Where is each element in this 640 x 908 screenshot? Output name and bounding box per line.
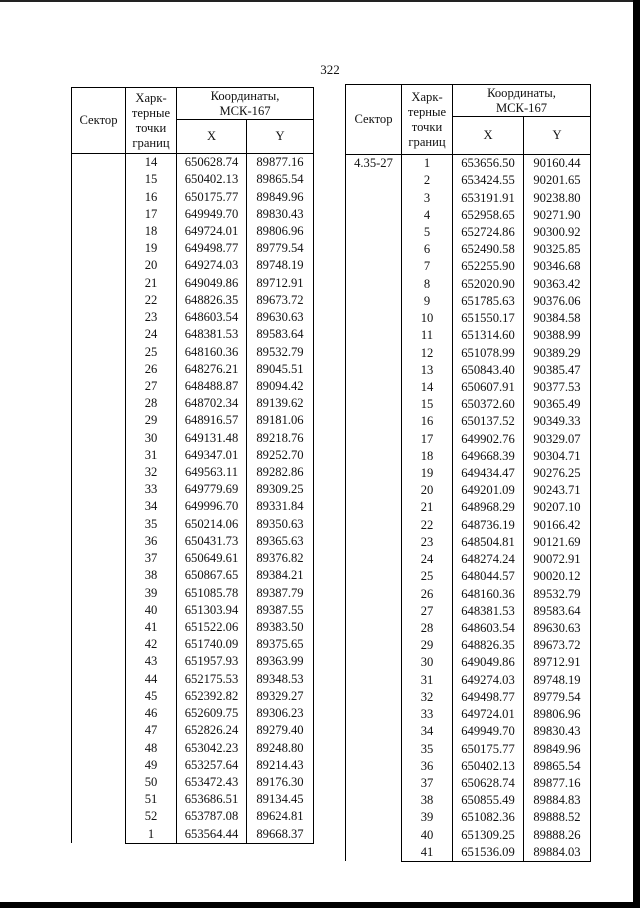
y-cell: 90377.53 (524, 379, 591, 396)
y-cell: 89630.63 (524, 620, 591, 637)
x-cell: 650867.65 (177, 567, 247, 584)
y-cell: 90243.71 (524, 482, 591, 499)
point-cell: 31 (126, 447, 177, 464)
x-cell: 648702.34 (177, 395, 247, 412)
point-cell: 18 (402, 448, 453, 465)
x-cell: 649131.48 (177, 430, 247, 447)
point-cell: 39 (402, 809, 453, 826)
x-cell: 652724.86 (453, 224, 524, 241)
x-cell: 649949.70 (453, 723, 524, 740)
point-cell: 19 (402, 465, 453, 482)
x-cell: 649274.03 (177, 257, 247, 274)
point-cell: 10 (402, 310, 453, 327)
point-cell: 37 (402, 775, 453, 792)
x-cell: 648603.54 (453, 620, 524, 637)
point-cell: 47 (126, 722, 177, 739)
y-cell: 89583.64 (247, 326, 314, 343)
y-cell: 89830.43 (247, 206, 314, 223)
y-cell: 89218.76 (247, 430, 314, 447)
y-cell: 89865.54 (247, 171, 314, 188)
x-cell: 648968.29 (453, 499, 524, 516)
y-header: Y (247, 120, 314, 154)
x-cell: 651085.78 (177, 584, 247, 601)
y-cell: 89849.96 (524, 740, 591, 757)
point-cell: 33 (402, 706, 453, 723)
y-cell: 89583.64 (524, 603, 591, 620)
y-cell: 89181.06 (247, 412, 314, 429)
x-cell: 649434.47 (453, 465, 524, 482)
y-header: Y (524, 117, 591, 155)
x-cell: 652609.75 (177, 705, 247, 722)
coordinates-header: Координаты, МСК-167 (177, 88, 314, 120)
y-cell: 90304.71 (524, 448, 591, 465)
x-cell: 653191.91 (453, 189, 524, 206)
y-cell: 89888.26 (524, 827, 591, 844)
y-cell: 89365.63 (247, 533, 314, 550)
y-cell: 90388.99 (524, 327, 591, 344)
y-cell: 89877.16 (247, 154, 314, 172)
point-cell: 48 (126, 739, 177, 756)
point-cell: 15 (402, 396, 453, 413)
y-cell: 90329.07 (524, 431, 591, 448)
y-cell: 89888.52 (524, 809, 591, 826)
point-cell: 50 (126, 774, 177, 791)
x-cell: 648916.57 (177, 412, 247, 429)
point-cell: 45 (126, 688, 177, 705)
sector-cell: 4.35-27 (346, 155, 402, 862)
table-row (72, 154, 314, 172)
y-cell: 90271.90 (524, 207, 591, 224)
y-cell: 90207.10 (524, 499, 591, 516)
y-cell: 89673.72 (524, 637, 591, 654)
y-cell: 90166.42 (524, 517, 591, 534)
point-cell: 22 (126, 292, 177, 309)
x-cell: 649201.09 (453, 482, 524, 499)
y-cell: 89348.53 (247, 671, 314, 688)
x-cell: 651078.99 (453, 344, 524, 361)
point-cell: 44 (126, 671, 177, 688)
point-cell: 11 (402, 327, 453, 344)
point-cell: 51 (126, 791, 177, 808)
point-cell: 36 (402, 758, 453, 775)
x-cell: 648276.21 (177, 361, 247, 378)
x-cell: 648603.54 (177, 309, 247, 326)
point-cell: 7 (402, 258, 453, 275)
x-cell: 650843.40 (453, 362, 524, 379)
x-cell: 649049.86 (453, 654, 524, 671)
y-cell: 89214.43 (247, 757, 314, 774)
x-cell: 651957.93 (177, 653, 247, 670)
scan-edge-right (633, 0, 640, 908)
point-cell: 29 (402, 637, 453, 654)
point-cell: 41 (402, 844, 453, 862)
point-cell: 52 (126, 808, 177, 825)
y-cell: 90276.25 (524, 465, 591, 482)
point-cell: 12 (402, 344, 453, 361)
x-cell: 650214.06 (177, 516, 247, 533)
y-cell: 89624.81 (247, 808, 314, 825)
point-cell: 35 (126, 516, 177, 533)
x-cell: 650649.61 (177, 550, 247, 567)
sector-header: Сектор (346, 85, 402, 155)
x-cell: 652255.90 (453, 258, 524, 275)
point-cell: 40 (126, 602, 177, 619)
x-cell: 648160.36 (453, 585, 524, 602)
point-cell: 32 (126, 464, 177, 481)
point-cell: 24 (402, 551, 453, 568)
coordinates-table-left (71, 87, 314, 844)
x-cell: 652490.58 (453, 241, 524, 258)
point-cell: 26 (402, 585, 453, 602)
y-cell: 89383.50 (247, 619, 314, 636)
point-cell: 36 (126, 533, 177, 550)
x-cell: 648381.53 (177, 326, 247, 343)
point-cell: 23 (126, 309, 177, 326)
point-cell: 27 (126, 378, 177, 395)
point-cell: 18 (126, 223, 177, 240)
point-cell: 15 (126, 171, 177, 188)
point-cell: 42 (126, 636, 177, 653)
x-cell: 650607.91 (453, 379, 524, 396)
x-cell: 650137.52 (453, 413, 524, 430)
point-cell: 29 (126, 412, 177, 429)
x-cell: 648736.19 (453, 517, 524, 534)
x-cell: 649347.01 (177, 447, 247, 464)
y-cell: 89331.84 (247, 498, 314, 515)
point-cell: 3 (402, 189, 453, 206)
x-cell: 652958.65 (453, 207, 524, 224)
x-cell: 649902.76 (453, 431, 524, 448)
point-cell: 32 (402, 689, 453, 706)
y-cell: 90160.44 (524, 155, 591, 173)
point-cell: 28 (402, 620, 453, 637)
y-cell: 89806.96 (524, 706, 591, 723)
point-cell: 6 (402, 241, 453, 258)
point-cell: 43 (126, 653, 177, 670)
x-cell: 650175.77 (177, 188, 247, 205)
point-cell: 21 (402, 499, 453, 516)
y-cell: 90365.49 (524, 396, 591, 413)
scan-edge-bottom (0, 902, 640, 908)
x-cell: 648826.35 (177, 292, 247, 309)
y-cell: 90389.29 (524, 344, 591, 361)
y-cell: 89673.72 (247, 292, 314, 309)
y-cell: 89176.30 (247, 774, 314, 791)
points-header: Харк- терные точки границ (126, 88, 177, 154)
point-cell: 46 (126, 705, 177, 722)
table-body (346, 155, 591, 862)
point-cell: 5 (402, 224, 453, 241)
x-cell: 650372.60 (453, 396, 524, 413)
y-cell: 90072.91 (524, 551, 591, 568)
x-cell: 648488.87 (177, 378, 247, 395)
table-body (72, 154, 314, 844)
point-cell: 41 (126, 619, 177, 636)
x-cell: 649996.70 (177, 498, 247, 515)
y-cell: 89252.70 (247, 447, 314, 464)
x-cell: 650402.13 (453, 758, 524, 775)
point-cell: 31 (402, 672, 453, 689)
y-cell: 89306.23 (247, 705, 314, 722)
x-cell: 653042.23 (177, 739, 247, 756)
x-cell: 650628.74 (453, 775, 524, 792)
x-cell: 651309.25 (453, 827, 524, 844)
y-cell: 90300.92 (524, 224, 591, 241)
point-cell: 2 (402, 172, 453, 189)
y-cell: 89045.51 (247, 361, 314, 378)
y-cell: 90349.33 (524, 413, 591, 430)
y-cell: 89094.42 (247, 378, 314, 395)
y-cell: 90238.80 (524, 189, 591, 206)
coordinates-table-right (345, 84, 591, 862)
x-cell: 649563.11 (177, 464, 247, 481)
x-cell: 650628.74 (177, 154, 247, 172)
x-cell: 650855.49 (453, 792, 524, 809)
point-cell: 49 (126, 757, 177, 774)
y-cell: 89282.86 (247, 464, 314, 481)
y-cell: 89849.96 (247, 188, 314, 205)
scan-edge-top (0, 0, 640, 2)
x-header: X (177, 120, 247, 154)
x-cell: 651785.63 (453, 293, 524, 310)
x-cell: 651314.60 (453, 327, 524, 344)
y-cell: 90376.06 (524, 293, 591, 310)
point-cell: 28 (126, 395, 177, 412)
point-cell: 39 (126, 584, 177, 601)
point-cell: 30 (402, 654, 453, 671)
point-cell: 4 (402, 207, 453, 224)
x-cell: 652392.82 (177, 688, 247, 705)
point-cell: 1 (126, 826, 177, 844)
table-row (346, 155, 591, 173)
point-cell: 27 (402, 603, 453, 620)
y-cell: 90121.69 (524, 534, 591, 551)
y-cell: 89877.16 (524, 775, 591, 792)
x-cell: 651522.06 (177, 619, 247, 636)
x-cell: 649724.01 (453, 706, 524, 723)
y-cell: 89387.55 (247, 602, 314, 619)
x-cell: 650431.73 (177, 533, 247, 550)
y-cell: 89748.19 (247, 257, 314, 274)
x-cell: 650402.13 (177, 171, 247, 188)
point-cell: 16 (126, 188, 177, 205)
point-cell: 9 (402, 293, 453, 310)
x-cell: 648381.53 (453, 603, 524, 620)
y-cell: 89668.37 (247, 826, 314, 844)
point-cell: 33 (126, 481, 177, 498)
x-cell: 652826.24 (177, 722, 247, 739)
y-cell: 89830.43 (524, 723, 591, 740)
point-cell: 23 (402, 534, 453, 551)
x-cell: 651550.17 (453, 310, 524, 327)
y-cell: 89376.82 (247, 550, 314, 567)
y-cell: 89532.79 (247, 343, 314, 360)
x-cell: 653424.55 (453, 172, 524, 189)
x-cell: 651740.09 (177, 636, 247, 653)
y-cell: 90201.65 (524, 172, 591, 189)
point-cell: 25 (402, 568, 453, 585)
x-cell: 653564.44 (177, 826, 247, 844)
y-cell: 89139.62 (247, 395, 314, 412)
y-cell: 90346.68 (524, 258, 591, 275)
x-cell: 649724.01 (177, 223, 247, 240)
point-cell: 38 (402, 792, 453, 809)
x-cell: 650175.77 (453, 740, 524, 757)
x-cell: 648504.81 (453, 534, 524, 551)
x-cell: 651082.36 (453, 809, 524, 826)
y-cell: 89779.54 (247, 240, 314, 257)
y-cell: 90325.85 (524, 241, 591, 258)
point-cell: 20 (402, 482, 453, 499)
points-header: Харк- терные точки границ (402, 85, 453, 155)
x-cell: 649949.70 (177, 206, 247, 223)
x-cell: 648160.36 (177, 343, 247, 360)
y-cell: 89748.19 (524, 672, 591, 689)
x-cell: 648826.35 (453, 637, 524, 654)
y-cell: 89279.40 (247, 722, 314, 739)
y-cell: 89865.54 (524, 758, 591, 775)
point-cell: 20 (126, 257, 177, 274)
x-cell: 649779.69 (177, 481, 247, 498)
y-cell: 89712.91 (524, 654, 591, 671)
y-cell: 89309.25 (247, 481, 314, 498)
point-cell: 37 (126, 550, 177, 567)
point-cell: 25 (126, 343, 177, 360)
y-cell: 89712.91 (247, 275, 314, 292)
x-cell: 648044.57 (453, 568, 524, 585)
x-cell: 649274.03 (453, 672, 524, 689)
point-cell: 30 (126, 430, 177, 447)
y-cell: 89630.63 (247, 309, 314, 326)
y-cell: 89248.80 (247, 739, 314, 756)
x-header: X (453, 117, 524, 155)
point-cell: 1 (402, 155, 453, 173)
x-cell: 651536.09 (453, 844, 524, 862)
point-cell: 8 (402, 276, 453, 293)
point-cell: 14 (402, 379, 453, 396)
x-cell: 651303.94 (177, 602, 247, 619)
point-cell: 16 (402, 413, 453, 430)
x-cell: 653656.50 (453, 155, 524, 173)
y-cell: 89350.63 (247, 516, 314, 533)
y-cell: 89363.99 (247, 653, 314, 670)
y-cell: 89532.79 (524, 585, 591, 602)
sector-header: Сектор (72, 88, 126, 154)
x-cell: 653686.51 (177, 791, 247, 808)
y-cell: 89329.27 (247, 688, 314, 705)
y-cell: 89134.45 (247, 791, 314, 808)
x-cell: 653472.43 (177, 774, 247, 791)
x-cell: 649498.77 (453, 689, 524, 706)
point-cell: 35 (402, 740, 453, 757)
y-cell: 90020.12 (524, 568, 591, 585)
point-cell: 17 (126, 206, 177, 223)
point-cell: 34 (402, 723, 453, 740)
coordinates-header: Координаты, МСК-167 (453, 85, 591, 117)
page-number: 322 (320, 62, 340, 77)
point-cell: 13 (402, 362, 453, 379)
y-cell: 89384.21 (247, 567, 314, 584)
y-cell: 89387.79 (247, 584, 314, 601)
y-cell: 90385.47 (524, 362, 591, 379)
x-cell: 653787.08 (177, 808, 247, 825)
point-cell: 40 (402, 827, 453, 844)
x-cell: 653257.64 (177, 757, 247, 774)
y-cell: 90384.58 (524, 310, 591, 327)
point-cell: 34 (126, 498, 177, 515)
point-cell: 24 (126, 326, 177, 343)
x-cell: 649049.86 (177, 275, 247, 292)
point-cell: 19 (126, 240, 177, 257)
point-cell: 22 (402, 517, 453, 534)
point-cell: 38 (126, 567, 177, 584)
x-cell: 652020.90 (453, 276, 524, 293)
y-cell: 89806.96 (247, 223, 314, 240)
y-cell: 90363.42 (524, 276, 591, 293)
x-cell: 652175.53 (177, 671, 247, 688)
x-cell: 649668.39 (453, 448, 524, 465)
y-cell: 89375.65 (247, 636, 314, 653)
y-cell: 89884.03 (524, 844, 591, 862)
x-cell: 649498.77 (177, 240, 247, 257)
sector-cell (72, 154, 126, 844)
x-cell: 648274.24 (453, 551, 524, 568)
point-cell: 17 (402, 431, 453, 448)
point-cell: 21 (126, 275, 177, 292)
y-cell: 89779.54 (524, 689, 591, 706)
point-cell: 26 (126, 361, 177, 378)
point-cell: 14 (126, 154, 177, 172)
y-cell: 89884.83 (524, 792, 591, 809)
